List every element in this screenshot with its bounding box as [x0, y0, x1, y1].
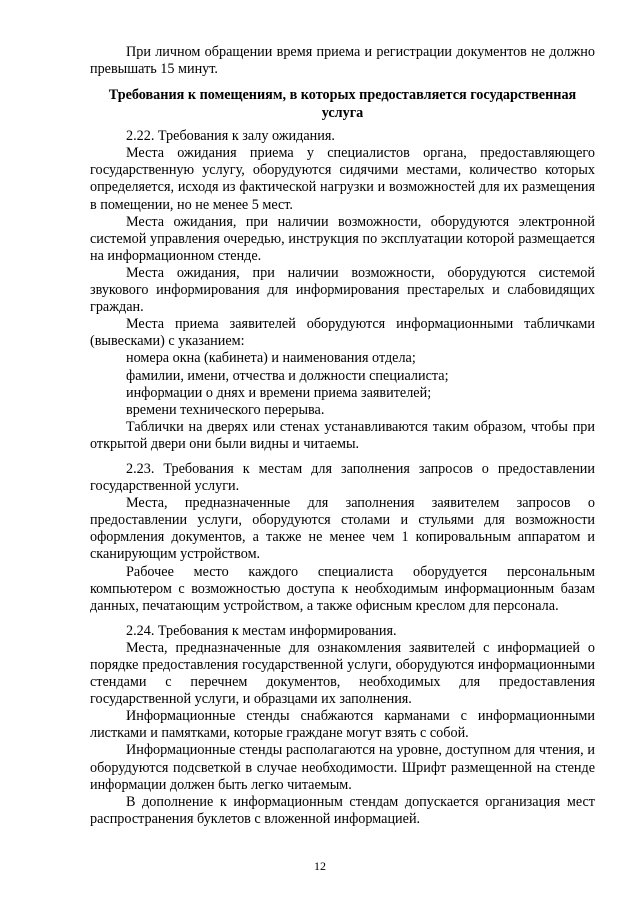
page-number: 12: [314, 859, 326, 873]
section-2-24-paragraph: В дополнение к информационным стендам допускается организация мест распространения буклетов с вложенной информацией.: [90, 793, 595, 827]
section-2-22-paragraph: Таблички на дверях или стенах устанавливаются таким образом, чтобы при открытой двери они были видны и читаемы.: [90, 418, 595, 452]
document-body: [90, 44, 595, 828]
section-2-22-paragraph: Места приема заявителей оборудуются информационными табличками (вывесками) с указанием:: [90, 316, 595, 350]
list-item: времени технического перерыва.: [126, 401, 325, 418]
section-2-22-paragraph: Места ожидания, при наличии возможности, оборудуются системой звукового информирования для информирования престарелых и слабовидящих граждан.: [90, 264, 595, 316]
section-2-23-paragraph: Рабочее место каждого специалиста оборудуется персональным компьютером с возможностью доступа к необходимым информационным базам данных, печатающим устройством, а также офисным креслом для персонала.: [90, 563, 595, 614]
intro-paragraph: При личном обращении время приема и регистрации документов не должно превышать 15 минут.: [90, 44, 595, 78]
section-2-22-paragraph: Места ожидания, при наличии возможности, оборудуются электронной системой управления очередью, инструкция по эксплуатации которой размещается на информационном стенде.: [90, 213, 595, 264]
section-2-23-title: 2.23. Требования к местам для заполнения запросов о предоставлении государственной услуги.: [90, 460, 595, 495]
section-2-24-paragraph: Информационные стенды снабжаются карманами с информационными листками и памятками, которые граждане могут взять с собой.: [90, 708, 595, 742]
section-2-24-paragraph: Места, предназначенные для ознакомления заявителей с информацией о порядке предоставления государственной услуги, оборудуются информационными стендами с перечнем документов, необходимых для предоставления государственной услуги, и образцами их заполнения.: [90, 639, 595, 708]
section-2-22-title: 2.22. Требования к залу ожидания.: [126, 128, 335, 145]
section-2-24-title: 2.24. Требования к местам информирования.: [126, 622, 397, 639]
list-item: информации о днях и времени приема заявителей;: [126, 384, 432, 401]
list-item: фамилии, имени, отчества и должности специалиста;: [126, 367, 449, 384]
list-item: номера окна (кабинета) и наименования отдела;: [126, 350, 416, 367]
section-heading: Требования к помещениям, в которых предоставляется государственная услуга: [108, 87, 577, 121]
section-2-24-paragraph: Информационные стенды располагаются на уровне, доступном для чтения, и оборудуются подсветкой в случае необходимости. Шрифт размещенной на стенде информации должен быть легко читаемым.: [90, 742, 595, 793]
section-2-22-paragraph: Места ожидания приема у специалистов органа, предоставляющего государственную услугу, оборудуются сидячими местами, количество которых определяется, исходя из фактической нагрузки и возможностей для их размещения в помещении, но не менее 5 мест.: [90, 145, 595, 213]
section-2-23-paragraph: Места, предназначенные для заполнения заявителем запросов о предоставлении услуги, оборудуются столами и стульями для возможности оформления документов, а также не менее чем 1 копировальным аппаратом и сканирующим устройством.: [90, 495, 595, 563]
